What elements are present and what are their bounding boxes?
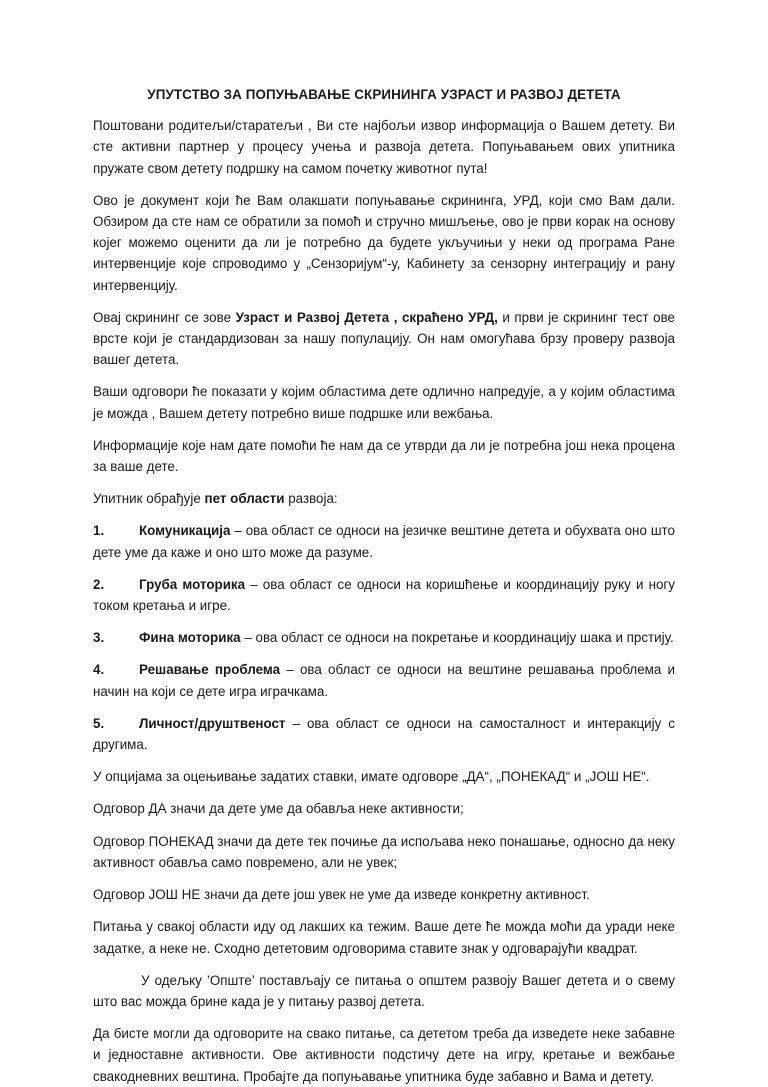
paragraph-five-areas: Упитник обрађује пет области развоја: — [93, 491, 338, 507]
list-item: 3. Фина моторика – ова област се односи на покретање и координацију шака и прстију. — [93, 630, 674, 646]
paragraph-purpose: Ово је документ који ће Вам олакшати попуњавање скрининга, УРД, који смо Вам дали. Обзиром да сте нам се обратили за помоћ и стручно мишљење, ово је први корак на основу којег можемо оценити да ли је потребно да будете укључињи у неки од програма Ране интервенције које спроводимо у „Сензоријум“-у, Кабинету за сензорну интеграцију и рану интервенцију. — [93, 192, 675, 293]
paragraph-activities: Да бисте могли да одговорите на свако питање, са дететом треба да изведете неке забавне и једноставне активности. Ове активности подстичу дете на игру, кретање и вежбање свакодневних вештина. Пробајте да попуњавање упитника буде забавно и Вама и детету. — [93, 1026, 675, 1084]
list-item: 1. Комуникација – ова област се односи на језичке вештине детета и обухвата оно што дете уме да каже и оно што може да разуме. — [93, 523, 675, 560]
paragraph-answers-show: Ваши одговори ће показати у којим областима дете одлично напредује, а у којим областима је можда , Вашем детету потребно више подршке или вежбања. — [93, 384, 675, 421]
paragraph-screening-name: Овај скрининг се зове Узраст и Развој Детета , скраћено УРД, и први је скрининг тест ове врсте који је стандардизован за нашу популацију. Он нам омогућава брзу проверу развоја вашег детета. — [93, 309, 675, 368]
list-item: 4. Решавање проблема – ова област се односи на вештине решавања проблема и начин на који се дете игра играчкама. — [93, 662, 675, 699]
paragraph-intro: Поштовани родитељи/старатељи , Ви сте најбољи извор информација о Вашем детету. Ви сте активни партнер у процесу учења и развоја детета. Попуњавањем ових упитника пружате свом детету подршку на самом почетку животног пута! — [93, 118, 675, 176]
list-item: 2. Груба моторика – ова област се односи на коришћење и координацију руку и ногу током кретања и игре. — [93, 576, 676, 614]
paragraph-information: Информације које нам дате помоћи ће нам да се утврди да ли је потребна још нека процена за ваше дете. — [93, 437, 675, 475]
document-title: УПУТСТВО ЗА ПОПУЊАВАЊЕ СКРИНИНГА УЗРАСТ И РАЗВОЈ ДЕТЕТА — [147, 87, 621, 102]
five-areas-bold: пет области — [204, 491, 285, 507]
list-item: 5. Личност/друштвеност – ова област се односи на самосталност и интеракцију с другима. — [93, 715, 675, 753]
screening-name-bold: Узраст и Развој Детета , скраћено УРД, — [235, 309, 498, 325]
paragraph-answer-not-yet: Одговор ЈОШ НЕ значи да дете још увек не уме да изведе конкретну активност. — [93, 887, 590, 903]
areas-list — [93, 520, 675, 755]
paragraph-general-section: У одељку ’Опште’ постављају се питања о општем развоју Вашег детета и о свему што вас можда брине када је у питању развој детета. — [93, 972, 675, 1009]
paragraph-options: У опцијама за оцењивање задатих ставки, имате одговоре „ДА“, „ПОНЕКАД“ и „ЈОШ НЕ“. — [93, 769, 650, 785]
paragraph-answer-yes: Одговор ДА значи да дете уме да обавља неке активности; — [93, 801, 464, 817]
paragraph-question-order: Питања у свакој области иду од лакших ка тежим. Ваше дете ће можда моћи да уради неке задатке, а неке не. Сходно дететовим одговорима ставите знак у одговарајући квадрат. — [93, 919, 675, 956]
paragraph-answer-sometimes: Одговор ПОНЕКАД значи да дете тек почиње да испољава неко понашање, односно да неку активност обавља само повремено, али не увек; — [93, 833, 675, 870]
